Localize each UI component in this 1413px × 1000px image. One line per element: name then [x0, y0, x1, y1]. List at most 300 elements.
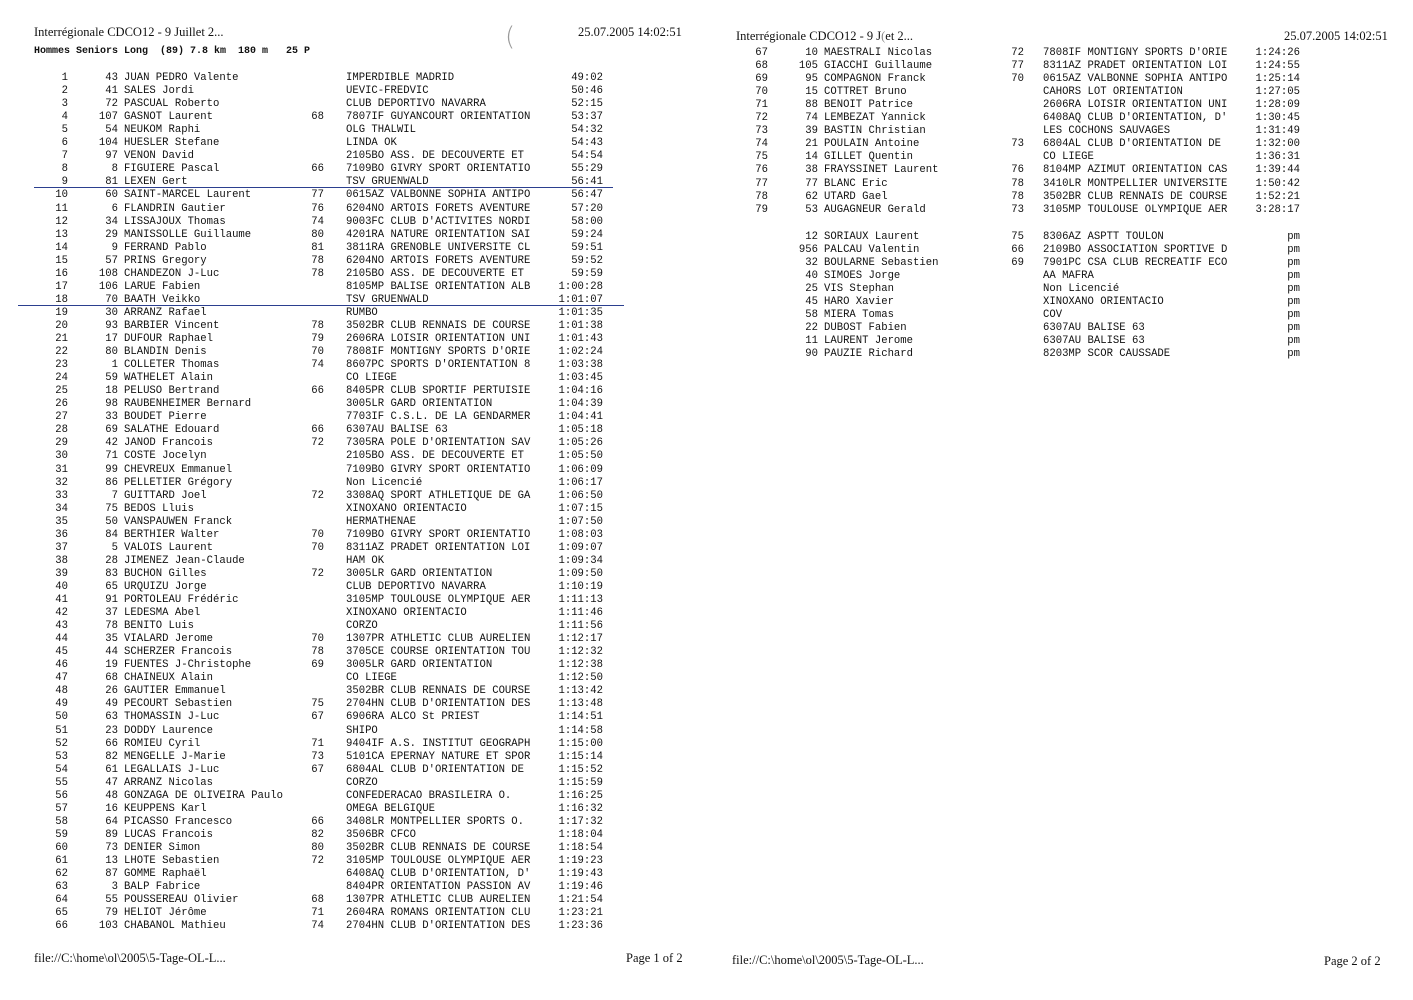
result-time: 1:18:54 [558, 841, 603, 854]
runner-name: UTARD Gael [824, 190, 888, 203]
result-time: 1:39:44 [1255, 164, 1300, 177]
result-row [0, 581, 706, 594]
result-time: 1:30:45 [1255, 112, 1300, 125]
club-name: 3811RA GRENOBLE UNIVERSITE CL [346, 241, 531, 254]
result-bib: 48 [105, 789, 118, 802]
result-place: 76 [755, 164, 768, 177]
runner-name: CHEVREUX Emmanuel [124, 463, 233, 476]
result-bib: 89 [105, 828, 118, 841]
club-name: 3105MP TOULOUSE OLYMPIQUE AER [346, 855, 531, 867]
result-place: 59 [55, 828, 68, 841]
birth-year: 78 [1011, 177, 1024, 190]
runner-name: MAESTRALI Nicolas [824, 47, 933, 59]
result-bib: 19 [105, 659, 118, 672]
runner-name: FRAYSSINET Laurent [824, 164, 939, 177]
result-row [0, 790, 706, 803]
result-bib: 99 [105, 463, 118, 476]
result-place: 69 [755, 73, 768, 86]
result-row [0, 529, 706, 542]
result-row [706, 270, 1413, 283]
result-bib: 8 [111, 163, 118, 176]
result-row [706, 231, 1413, 244]
club-name: 7109BO GIVRY SPORT ORIENTATIO [346, 528, 531, 541]
runner-name: JIMENEZ Jean-Claude [124, 554, 245, 567]
result-time: 1:03:45 [558, 372, 603, 385]
result-time: pm [1287, 335, 1300, 348]
result-row [0, 633, 706, 646]
result-bib: 39 [805, 125, 818, 138]
result-row [0, 98, 706, 111]
birth-year: 78 [311, 254, 324, 267]
runner-name: PAUZIE Richard [824, 348, 914, 361]
birth-year: 78 [311, 319, 324, 332]
result-time: 1:27:05 [1255, 86, 1300, 99]
result-place: 16 [55, 267, 68, 280]
club-name: 3502BR CLUB RENNAIS DE COURSE [346, 319, 531, 332]
club-name: 8105MP BALISE ORIENTATION ALB [346, 280, 531, 293]
result-time: 1:50:42 [1255, 177, 1300, 190]
result-time: 1:12:32 [558, 646, 603, 659]
result-row [0, 672, 706, 685]
club-name: XINOXANO ORIENTACIO [346, 607, 467, 620]
club-name: XINOXANO ORIENTACIO [1043, 296, 1164, 309]
result-place: 37 [55, 541, 68, 554]
result-time: 1:02:24 [558, 346, 603, 359]
club-name: HERMATHENAE [346, 515, 416, 528]
result-bib: 35 [105, 633, 118, 646]
runner-name: BASTIN Christian [824, 125, 926, 138]
result-place: 10 [55, 189, 68, 202]
birth-year: 75 [311, 698, 324, 711]
result-time: 1:25:14 [1255, 73, 1300, 86]
runner-name: GILLET Quentin [824, 151, 914, 164]
result-place: 21 [55, 333, 68, 345]
club-name: 4201RA NATURE ORIENTATION SAI [346, 228, 531, 241]
birth-year: 69 [311, 659, 324, 672]
result-time: pm [1287, 270, 1300, 283]
result-place: 19 [55, 306, 68, 319]
result-time: 58:00 [571, 215, 603, 228]
result-bib: 32 [805, 257, 818, 270]
result-bib: 59 [105, 372, 118, 385]
runner-name: BLANDIN Denis [124, 346, 207, 359]
result-row [0, 85, 706, 98]
result-bib: 42 [105, 437, 118, 450]
result-place: 28 [55, 424, 68, 437]
result-time: 1:09:50 [558, 567, 603, 580]
result-bib: 14 [805, 151, 818, 164]
birth-year: 76 [311, 202, 324, 215]
result-time: 1:19:43 [558, 868, 603, 881]
runner-name: VENON David [124, 150, 194, 163]
birth-year: 68 [311, 111, 324, 124]
print-datetime: 25.07.2005 14:02:51 [578, 25, 682, 39]
result-row [706, 73, 1413, 86]
result-time: 1:24:26 [1255, 47, 1300, 59]
result-time: 1:12:17 [558, 633, 603, 646]
result-place: 39 [55, 567, 68, 580]
result-place: 38 [55, 554, 68, 567]
result-bib: 28 [105, 554, 118, 567]
result-time: 1:03:38 [558, 359, 603, 372]
result-row [0, 359, 706, 372]
result-time: 1:07:15 [558, 502, 603, 515]
result-row [0, 829, 706, 842]
result-bib: 30 [105, 306, 118, 319]
club-name: CO LIEGE [346, 672, 397, 685]
result-time: 54:32 [571, 124, 603, 137]
runner-name: HUESLER Stefane [124, 137, 220, 150]
birth-year: 78 [311, 267, 324, 280]
result-time: 1:16:25 [558, 789, 603, 802]
result-time: 1:06:09 [558, 463, 603, 476]
result-time: 53:37 [571, 111, 603, 124]
runner-name: GAUTIER Emmanuel [124, 685, 226, 698]
runner-name: GASNOT Laurent [124, 111, 214, 124]
runner-name: SIMOES Jorge [824, 270, 901, 283]
result-bib: 86 [105, 476, 118, 489]
club-name: 0615AZ VALBONNE SOPHIA ANTIPO [346, 189, 531, 202]
result-time: 1:15:52 [558, 763, 603, 776]
result-row [706, 296, 1413, 309]
result-place: 77 [755, 177, 768, 190]
club-name: 2606RA LOISIR ORIENTATION UNI [346, 333, 531, 345]
runner-name: NEUKOM Raphi [124, 124, 201, 137]
result-bib: 80 [105, 346, 118, 359]
result-row [0, 764, 706, 777]
result-place: 47 [55, 672, 68, 685]
birth-year: 72 [311, 437, 324, 450]
result-bib: 95 [805, 73, 818, 86]
result-bib: 79 [105, 907, 118, 920]
result-row [0, 920, 706, 933]
result-place: 50 [55, 711, 68, 724]
result-bib: 45 [805, 296, 818, 309]
result-row [0, 607, 706, 620]
birth-year: 67 [311, 711, 324, 724]
result-place: 9 [61, 176, 68, 189]
result-bib: 108 [98, 267, 118, 280]
runner-name: LISSAJOUX Thomas [124, 215, 226, 228]
result-row [0, 555, 706, 568]
runner-name: GIACCHI Guillaume [824, 60, 933, 73]
result-row [706, 47, 1413, 60]
result-row [706, 348, 1413, 361]
result-time: 1:31:49 [1255, 125, 1300, 138]
club-name: 7109BO GIVRY SPORT ORIENTATIO [346, 463, 531, 476]
result-time: 1:14:51 [558, 711, 603, 724]
runner-name: POUSSEREAU Olivier [124, 894, 239, 907]
result-place: 70 [755, 86, 768, 99]
birth-year: 69 [1011, 257, 1024, 270]
birth-year: 77 [311, 189, 324, 202]
result-bib: 956 [798, 244, 818, 257]
club-name: 7807IF GUYANCOURT ORIENTATION [346, 111, 531, 124]
birth-year: 75 [1011, 231, 1024, 243]
club-name: 7305RA POLE D'ORIENTATION SAV [346, 437, 531, 450]
result-bib: 64 [105, 815, 118, 828]
result-bib: 63 [105, 711, 118, 724]
result-row [0, 464, 706, 477]
result-time: pm [1287, 231, 1300, 243]
result-row [0, 203, 706, 216]
result-bib: 17 [105, 333, 118, 345]
result-row [0, 881, 706, 894]
runner-name: PICASSO Francesco [124, 815, 233, 828]
birth-year: 70 [311, 528, 324, 541]
club-name: 2604RA ROMANS ORIENTATION CLU [346, 907, 531, 920]
club-name: XINOXANO ORIENTACIO [346, 502, 467, 515]
result-bib: 1 [111, 359, 118, 372]
birth-year: 73 [311, 750, 324, 763]
result-row [0, 242, 706, 255]
birth-year: 73 [1011, 203, 1024, 216]
runner-name: BALP Fabrice [124, 881, 201, 894]
result-place: 73 [755, 125, 768, 138]
result-place: 74 [755, 138, 768, 151]
runner-name: LUCAS Francois [124, 828, 214, 841]
runner-name: LARUE Fabien [124, 280, 201, 293]
runner-name: RAUBENHEIMER Bernard [124, 398, 252, 411]
result-place: 54 [55, 763, 68, 776]
result-place: 29 [55, 437, 68, 450]
runner-name: WATHELET Alain [124, 372, 214, 385]
club-name: 3005LR GARD ORIENTATION [346, 659, 493, 672]
runner-name: JANOD Francois [124, 437, 214, 450]
birth-year: 77 [1011, 60, 1024, 73]
result-bib: 98 [105, 398, 118, 411]
runner-name: FIGUIERE Pascal [124, 163, 220, 176]
result-place: 41 [55, 594, 68, 606]
result-row [0, 72, 706, 85]
club-name: 3005LR GARD ORIENTATION [346, 567, 493, 580]
result-row [0, 437, 706, 450]
club-name: 2606RA LOISIR ORIENTATION UNI [1043, 99, 1228, 112]
club-name: Non Licencié [346, 476, 423, 489]
result-bib: 11 [805, 335, 818, 348]
club-name: IMPERDIBLE MADRID [346, 72, 455, 84]
runner-name: FERRAND Pablo [124, 241, 207, 254]
runner-name: BLANC Eric [824, 177, 888, 190]
club-name: TSV GRUENWALD [346, 176, 429, 189]
runner-name: VANSPAUWEN Franck [124, 515, 233, 528]
result-bib: 41 [105, 85, 118, 98]
result-bib: 43 [105, 72, 118, 84]
result-time: pm [1287, 257, 1300, 270]
result-row [0, 424, 706, 437]
result-row [706, 191, 1413, 204]
birth-year: 80 [311, 841, 324, 854]
club-name: 3105MP TOULOUSE OLYMPIQUE AER [346, 594, 531, 606]
result-time: 1:14:58 [558, 724, 603, 737]
result-place: 48 [55, 685, 68, 698]
runner-name: VIALARD Jerome [124, 633, 214, 646]
result-time: 1:32:00 [1255, 138, 1300, 151]
result-row [0, 124, 706, 137]
result-place: 33 [55, 489, 68, 502]
result-bib: 84 [105, 528, 118, 541]
result-place: 43 [55, 620, 68, 633]
result-row [0, 307, 706, 320]
club-name: 6204NO ARTOIS FORETS AVENTURE [346, 202, 531, 215]
runner-name: BEDOS Lluis [124, 502, 194, 515]
result-time: 1:11:46 [558, 607, 603, 620]
result-time: 1:13:42 [558, 685, 603, 698]
club-name: 1307PR ATHLETIC CLUB AURELIEN [346, 894, 531, 907]
result-place: 34 [55, 502, 68, 515]
club-name: LINDA OK [346, 137, 397, 150]
result-bib: 70 [105, 293, 118, 306]
result-time: 1:36:31 [1255, 151, 1300, 164]
runner-name: GONZAGA DE OLIVEIRA Paulo [124, 789, 283, 802]
club-name: 3705CE COURSE ORIENTATION TOU [346, 646, 531, 659]
club-name: CLUB DEPORTIVO NAVARRA [346, 98, 486, 111]
runner-name: MENGELLE J-Marie [124, 750, 226, 763]
club-name: 6408AQ CLUB D'ORIENTATION, D' [346, 868, 531, 881]
result-place: 11 [55, 202, 68, 215]
result-row [0, 216, 706, 229]
result-row [706, 164, 1413, 177]
runner-name: POULAIN Antoine [824, 138, 920, 151]
runner-name: PRINS Gregory [124, 254, 207, 267]
runner-name: LEMBEZAT Yannick [824, 112, 926, 125]
club-name: UEVIC-FREDVIC [346, 85, 429, 98]
result-time: 1:09:07 [558, 541, 603, 554]
club-name: 3502BR CLUB RENNAIS DE COURSE [1043, 190, 1228, 203]
result-place: 49 [55, 698, 68, 711]
result-place: 36 [55, 528, 68, 541]
result-row [706, 99, 1413, 112]
result-row [706, 309, 1413, 322]
result-row [0, 189, 706, 202]
result-time: 1:12:38 [558, 659, 603, 672]
birth-year: 72 [1011, 47, 1024, 59]
result-bib: 47 [105, 776, 118, 789]
runner-name: BENITO Luis [124, 620, 194, 633]
birth-year: 70 [1011, 73, 1024, 86]
result-row [0, 842, 706, 855]
birth-year: 74 [311, 215, 324, 228]
result-bib: 37 [105, 607, 118, 620]
result-bib: 71 [105, 450, 118, 463]
result-row [0, 711, 706, 724]
result-bib: 91 [105, 594, 118, 606]
result-place: 32 [55, 476, 68, 489]
result-place: 40 [55, 580, 68, 593]
result-place: 31 [55, 463, 68, 476]
result-place: 23 [55, 359, 68, 372]
result-time: 1:52:21 [1255, 190, 1300, 203]
result-time: 1:16:32 [558, 802, 603, 815]
club-name: 8104MP AZIMUT ORIENTATION CAS [1043, 164, 1228, 177]
result-bib: 23 [105, 724, 118, 737]
birth-year: 70 [311, 346, 324, 359]
club-name: 7808IF MONTIGNY SPORTS D'ORIE [346, 346, 531, 359]
result-place: 63 [55, 881, 68, 894]
result-place: 78 [755, 190, 768, 203]
result-bib: 81 [105, 176, 118, 189]
result-place: 65 [55, 907, 68, 920]
runner-name: COSTE Jocelyn [124, 450, 207, 463]
result-place: 20 [55, 319, 68, 332]
club-name: 2105BO ASS. DE DECOUVERTE ET [346, 150, 525, 163]
result-time: 1:07:50 [558, 515, 603, 528]
club-name: 7703IF C.S.L. DE LA GENDARMER [346, 411, 531, 424]
qualifier-separator-line [18, 305, 624, 306]
result-bib: 5 [111, 541, 118, 554]
runner-name: ARRANZ Nicolas [124, 776, 214, 789]
result-bib: 83 [105, 567, 118, 580]
page-title: Interrégionale CDCO12 - 9 J(et 2... [736, 29, 914, 43]
club-name: 6307AU BALISE 63 [346, 424, 448, 437]
result-row [0, 163, 706, 176]
club-name: 7109BO GIVRY SPORT ORIENTATIO [346, 163, 531, 176]
result-bib: 40 [805, 270, 818, 283]
result-bib: 62 [805, 190, 818, 203]
runner-name: MIERA Tomas [824, 309, 894, 322]
result-time: 1:12:50 [558, 672, 603, 685]
result-row [0, 281, 706, 294]
runner-name: SCHERZER Francois [124, 646, 233, 659]
result-row [706, 335, 1413, 348]
result-bib: 29 [105, 228, 118, 241]
result-row [0, 698, 706, 711]
club-name: LES COCHONS SAUVAGES [1043, 125, 1171, 138]
club-name: 3410LR MONTPELLIER UNIVERSITE [1043, 177, 1228, 190]
result-bib: 3 [111, 881, 118, 894]
result-place: 56 [55, 789, 68, 802]
runner-name: LEDESMA Abel [124, 607, 201, 620]
result-place: 27 [55, 411, 68, 424]
result-row [0, 855, 706, 868]
footer-file-path: file://C:\home\ol\2005\5-Tage-OL-L... [34, 951, 226, 965]
club-name: CO LIEGE [1043, 151, 1094, 164]
result-time: 1:19:46 [558, 881, 603, 894]
result-time: 49:02 [571, 72, 603, 84]
result-bib: 73 [105, 841, 118, 854]
club-name: 6307AU BALISE 63 [1043, 335, 1145, 348]
result-place: 6 [61, 137, 68, 150]
result-time: 1:19:23 [558, 855, 603, 867]
runner-name: GOMME Raphaël [124, 868, 207, 881]
result-place: 71 [755, 99, 768, 112]
result-place: 12 [55, 215, 68, 228]
runner-name: VALOIS Laurent [124, 541, 214, 554]
result-row [0, 568, 706, 581]
runner-name: HARO Xavier [824, 296, 894, 309]
result-bib: 57 [105, 254, 118, 267]
result-place: 7 [61, 150, 68, 163]
runner-name: LEXEN Gert [124, 176, 188, 189]
club-name: 3308AQ SPORT ATHLETIQUE DE GA [346, 489, 531, 502]
result-row [706, 125, 1413, 138]
result-row [0, 516, 706, 529]
result-place: 17 [55, 280, 68, 293]
result-time: 1:23:36 [558, 920, 603, 933]
club-name: 6906RA ALCO St PRIEST [346, 711, 480, 724]
result-row [0, 725, 706, 738]
result-row [0, 503, 706, 516]
result-time: 1:11:56 [558, 620, 603, 633]
result-place: 79 [755, 203, 768, 216]
club-name: 6804AL CLUB D'ORIENTATION DE [1043, 138, 1222, 151]
result-time: 1:13:48 [558, 698, 603, 711]
runner-name: VIS Stephan [824, 283, 894, 296]
result-place: 60 [55, 841, 68, 854]
result-bib: 60 [105, 189, 118, 202]
result-row [0, 868, 706, 881]
result-bib: 55 [105, 894, 118, 907]
